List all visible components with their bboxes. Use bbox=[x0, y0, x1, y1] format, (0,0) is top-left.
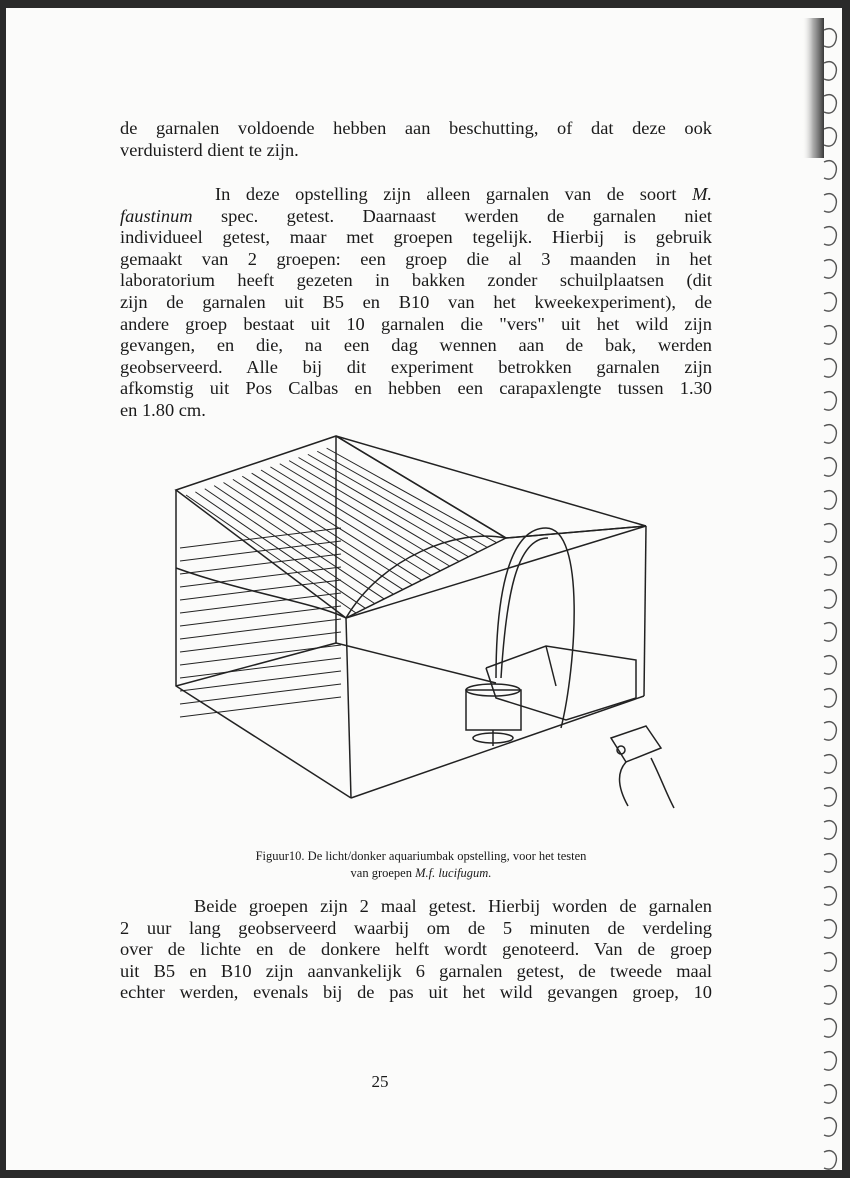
text-line: gevangen, en die, na een dag wennen aan de bak, werden bbox=[120, 335, 712, 356]
caption-line-1: Figuur10. De licht/donker aquariumbak opstelling, voor het testen bbox=[255, 849, 587, 863]
binding-coil bbox=[824, 260, 836, 278]
text-line: faustinum spec. getest. Daarnaast werden de garnalen niet bbox=[120, 205, 712, 226]
paragraph-3 bbox=[120, 896, 712, 1004]
aquarium-figure bbox=[166, 428, 686, 828]
binding-coil bbox=[824, 887, 836, 905]
paragraph-1 bbox=[120, 118, 712, 161]
text-line: gemaakt van 2 groepen: een groep die al 3 maanden in het bbox=[120, 248, 712, 269]
hatch-line bbox=[180, 619, 341, 639]
hatch-line bbox=[180, 606, 341, 626]
hatch-line bbox=[280, 464, 450, 566]
binding-coil bbox=[824, 788, 836, 806]
lid-light-half bbox=[336, 436, 646, 538]
hatch-line bbox=[327, 448, 497, 543]
binding-coil bbox=[824, 557, 836, 575]
text-line: echter werden, evenals bij de pas uit het wild gevangen groep, 10 bbox=[120, 982, 712, 1003]
hatch-line bbox=[180, 593, 341, 613]
scanned-page bbox=[6, 8, 842, 1170]
text-line: Beide groepen zijn 2 maal getest. Hierbij worden de garnalen bbox=[194, 896, 712, 916]
text-line: de garnalen voldoende hebben aan beschutting, of dat deze ook bbox=[120, 118, 712, 138]
binding-coil bbox=[824, 524, 836, 542]
binding-coil bbox=[824, 1151, 836, 1169]
binding-coil bbox=[824, 326, 836, 344]
binding-coil bbox=[824, 722, 836, 740]
binding-coil bbox=[824, 161, 836, 179]
binding-coil bbox=[824, 425, 836, 443]
binding-coil bbox=[824, 194, 836, 212]
hatch-line bbox=[299, 458, 469, 557]
hatch-line bbox=[180, 658, 341, 678]
binding-coil bbox=[824, 755, 836, 773]
text-line: In deze opstelling zijn alleen garnalen van de soort M. bbox=[215, 184, 712, 204]
binding-coil bbox=[824, 1052, 836, 1070]
binding-coil bbox=[824, 623, 836, 641]
binding-coil bbox=[824, 986, 836, 1004]
binding-coil bbox=[824, 128, 836, 146]
text-line: geobserveerd. Alle bij dit experiment betrokken garnalen zijn bbox=[120, 356, 712, 377]
hatch-line bbox=[180, 528, 341, 548]
hatch-line bbox=[261, 470, 431, 576]
binding-coil bbox=[824, 1118, 836, 1136]
text-line: zijn de garnalen uit B5 en B10 van het kweekexperiment), de bbox=[120, 291, 712, 312]
binding-coil bbox=[824, 821, 836, 839]
page-number: 25 bbox=[371, 1072, 389, 1091]
hatch-line bbox=[180, 671, 341, 691]
binding-coil bbox=[824, 227, 836, 245]
binding-coil bbox=[824, 1085, 836, 1103]
hatch-line bbox=[180, 697, 341, 717]
text-line: individueel getest, maar met groepen tegelijk. Hierbij is gebruik bbox=[120, 227, 712, 248]
hatch-line bbox=[180, 580, 341, 600]
text-line: andere groep bestaat uit 10 garnalen die "vers" uit het wild zijn bbox=[120, 313, 712, 334]
binding-coil bbox=[824, 359, 836, 377]
binding-coil bbox=[824, 29, 836, 47]
binding-coil bbox=[824, 656, 836, 674]
binding-coil bbox=[824, 62, 836, 80]
binding-coil bbox=[824, 854, 836, 872]
binding-coil bbox=[824, 458, 836, 476]
hatch-line bbox=[289, 461, 459, 562]
caption-line-2: van groepen M.f. lucifugum. bbox=[350, 866, 492, 880]
text-line: 2 uur lang geobserveerd waarbij om de 5 minuten de verdeling bbox=[120, 917, 712, 938]
lid-dark-half bbox=[176, 436, 506, 618]
binding-coil bbox=[824, 1019, 836, 1037]
spiral-binding bbox=[794, 8, 842, 1170]
text-line: en 1.80 cm. bbox=[120, 399, 206, 420]
binding-coil bbox=[824, 392, 836, 410]
binding-coil bbox=[824, 293, 836, 311]
binding-coil bbox=[824, 920, 836, 938]
hatch-line bbox=[180, 541, 341, 561]
binding-coil bbox=[824, 95, 836, 113]
figure-caption bbox=[186, 848, 656, 882]
text-line: verduisterd dient te zijn. bbox=[120, 139, 299, 160]
hatch-line bbox=[180, 632, 341, 652]
hatch-line bbox=[317, 451, 487, 547]
text-line: uit B5 en B10 zijn aanvankelijk 6 garnalen getest, de tweede maal bbox=[120, 960, 712, 981]
text-line: afkomstig uit Pos Calbas en hebben een carapaxlengte tussen 1.30 bbox=[120, 378, 712, 399]
binding-coil bbox=[824, 491, 836, 509]
text-line: over de lichte en de donkere helft wordt genoteerd. Van de groep bbox=[120, 939, 712, 960]
binding-coil bbox=[824, 590, 836, 608]
binding-coil bbox=[824, 953, 836, 971]
text-line: laboratorium heeft gezeten in bakken zonder schuilplaatsen (dit bbox=[120, 270, 712, 291]
hatch-line bbox=[180, 684, 341, 704]
binding-coil bbox=[824, 689, 836, 707]
hatch-line bbox=[180, 645, 341, 665]
paragraph-2 bbox=[120, 184, 712, 422]
